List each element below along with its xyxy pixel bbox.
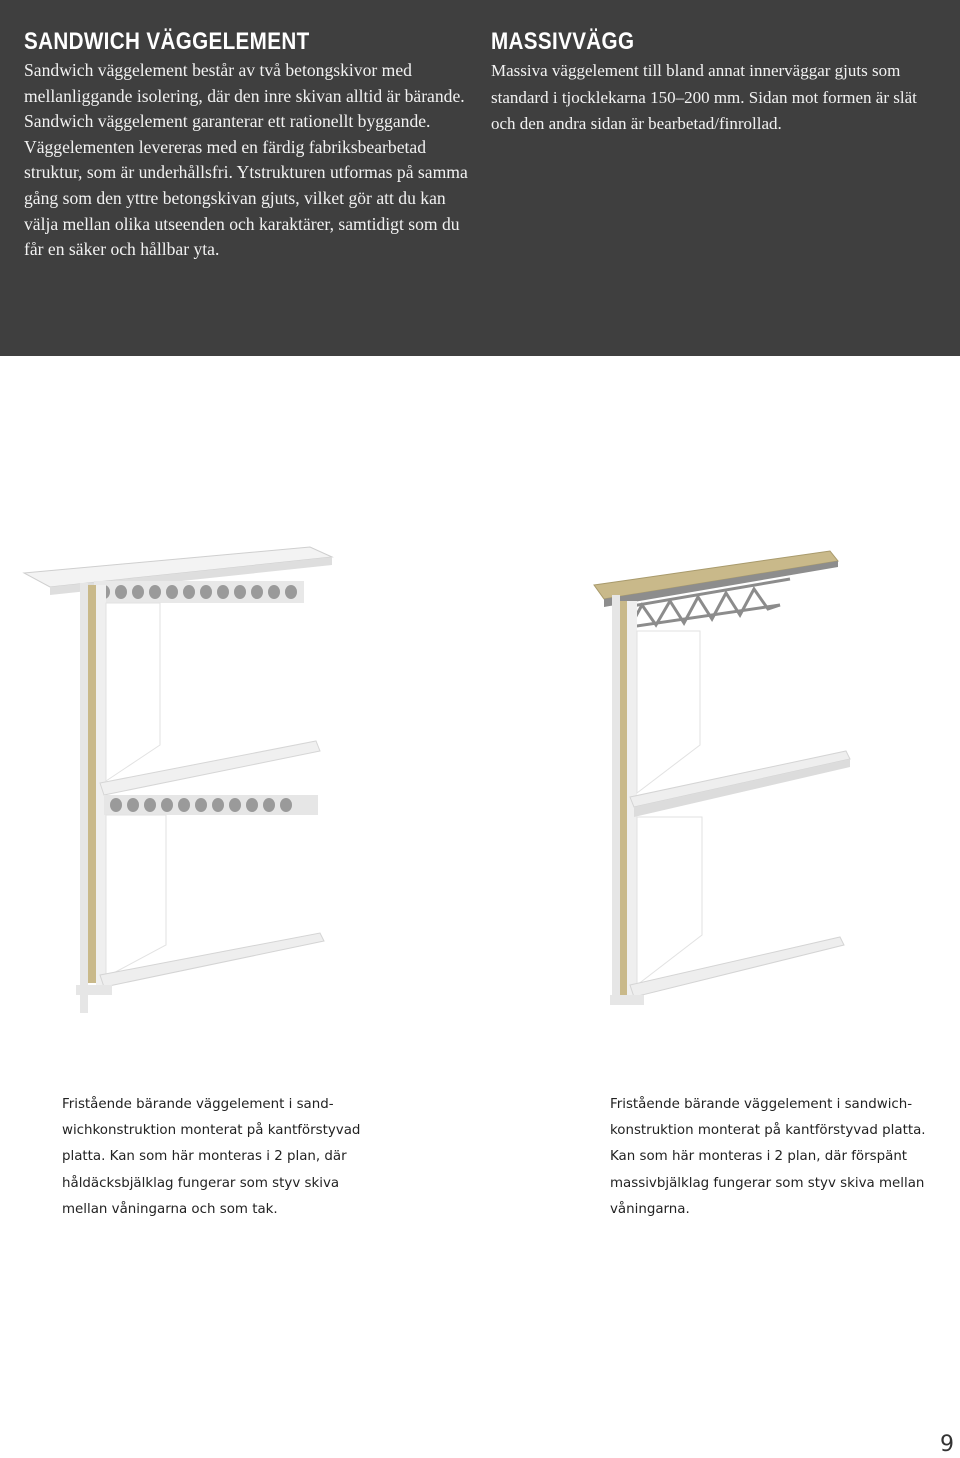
sandwich-heading: SANDWICH VÄGGELEMENT: [24, 28, 310, 55]
massivvagg-section: [491, 28, 941, 138]
sandwich-section: [24, 28, 472, 263]
page-number: 9: [940, 1432, 954, 1457]
massivvagg-heading: MASSIVVÄGG: [491, 28, 635, 55]
sandwich-wall-illustration: [20, 545, 340, 1015]
massivvagg-illustration: [590, 545, 920, 1015]
massivvagg-body: Massiva väggelement till bland annat innerväggar gjuts som standard i tjocklekarna 150–200 mm. Sidan mot formen är slät och den andra sidan är bearbetad/finrollad.: [491, 61, 917, 133]
caption-sandwich: Fristående bärande väggelement i sandwichkonstruktion monterat på kantförstyvad platta. Kan som här monteras i 2 plan, där håldäcksbjälklag fungerar som styv skiva mellan våningarna och som tak.: [62, 1097, 361, 1217]
caption-massivvagg: Fristående bärande väggelement i sandwichkonstruktion monterat på kantförstyvad platta. Kan som här monteras i 2 plan, där förspänt massivbjälklag fungerar som styv skiva mellan våningarna.: [610, 1097, 926, 1217]
sandwich-body: Sandwich väggelement består av två betongskivor med mellanliggande isolering, där den inre skivan alltid är bärande. Sandwich väggelement garanterar ett rationellt byggande. Väggelementen levereras med en färdig fabriksbearbetad struktur, som är underhållsfri. Ytstrukturen utformas på samma gång som den yttre betongskivan gjuts, vilket gör att du kan välja mellan olika utseenden och karaktärer, samtidigt som du får en säker och hållbar yta.: [24, 60, 468, 260]
